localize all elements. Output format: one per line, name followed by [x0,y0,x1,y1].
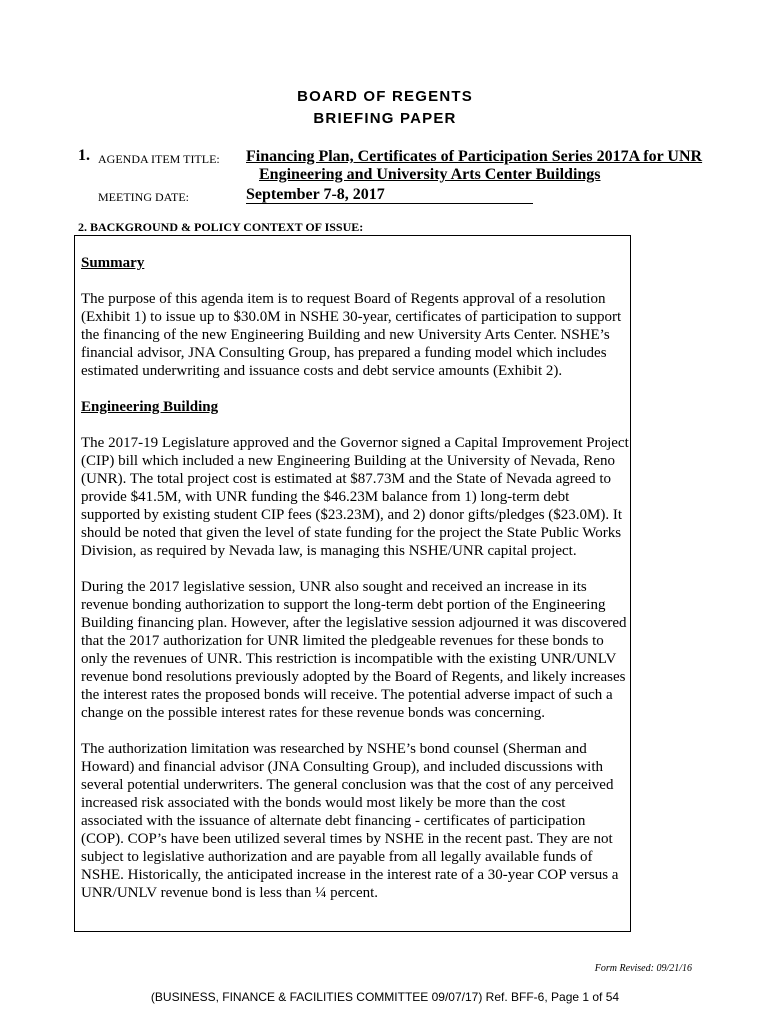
form-revised-note: Form Revised: 09/21/16 [594,963,692,974]
engineering-paragraph-3: The authorization limitation was researched by NSHE’s bond counsel (Sherman and Howard) and financial advisor (JNA Consulting Group), and included discussions with several potential underwriters. The general conclusion was that the cost of any perceived increased risk associated with the bonds would most likely be more than the cost associated with the issuance of alternate debt financing - certificates of participation (COP). COP’s have been utilized several times by NSHE in the recent past. They are not subject to legislative authorization and are payable from all legally available funds of NSHE. Historically, the anticipated increase in the interest rate of a 30-year COP versus a UNR/UNLV revenue bond is less than ¼ percent. [81,741,619,901]
meeting-date-label: MEETING DATE: [98,190,189,204]
engineering-paragraph-1: The 2017-19 Legislature approved and the Governor signed a Capital Improvement Project (CIP) bill which included a new Engineering Building at the University of Nevada, Reno (UNR). The total project cost is estimated at $87.73M and the State of Nevada agreed to provide $41.5M, with UNR funding the $46.23M balance from 1) long-term debt supported by existing student CIP fees ($23.23M), and 2) donor gifts/pledges ($23.0M). It should be noted that given the level of state funding for the project the State Public Works Division, as required by Nevada law, is managing this NSHE/UNR capital project. [81,435,629,559]
agenda-title-label: AGENDA ITEM TITLE: [98,152,220,166]
page-footer: (BUSINESS, FINANCE & FACILITIES COMMITTEE 09/07/17) Ref. BFF-6, Page 1 of 54 [150,990,620,1004]
summary-heading: Summary [81,255,145,271]
header-line-1: BOARD OF REGENTS [297,88,473,105]
section-2-heading: 2. BACKGROUND & POLICY CONTEXT OF ISSUE: [78,220,364,234]
background-content [81,254,629,902]
agenda-title-line-1: Financing Plan, Certificates of Participation Series 2017A for UNR [246,148,703,165]
agenda-number: 1. [78,147,90,164]
agenda-title-line-2: Engineering and University Arts Center Buildings [259,166,601,183]
engineering-heading: Engineering Building [81,399,219,415]
engineering-paragraph-2: During the 2017 legislative session, UNR also sought and received an increase in its revenue bonding authorization to support the long-term debt portion of the Engineering Building financing plan. However, after the legislative session adjourned it was discovered that the 2017 authorization for UNR limited the pledgeable revenues for these bonds to only the revenues of UNR. This restriction is incompatible with the existing UNR/UNLV revenue bond resolutions previously adopted by the Board of Regents, and likely increases the interest rates the proposed bonds will receive. The potential adverse impact of such a change on the possible interest rates for these revenue bonds was concerning. [81,579,627,721]
header-line-2: BRIEFING PAPER [313,110,457,127]
summary-paragraph: The purpose of this agenda item is to request Board of Regents approval of a resolution (Exhibit 1) to issue up to $30.0M in NSHE 30-year, certificates of participation to support the financing of the new Engineering Building and new University Arts Center. NSHE’s financial advisor, JNA Consulting Group, has prepared a funding model which includes estimated underwriting and issuance costs and debt service amounts (Exhibit 2). [81,291,622,379]
meeting-date-value: September 7-8, 2017 [246,187,533,204]
